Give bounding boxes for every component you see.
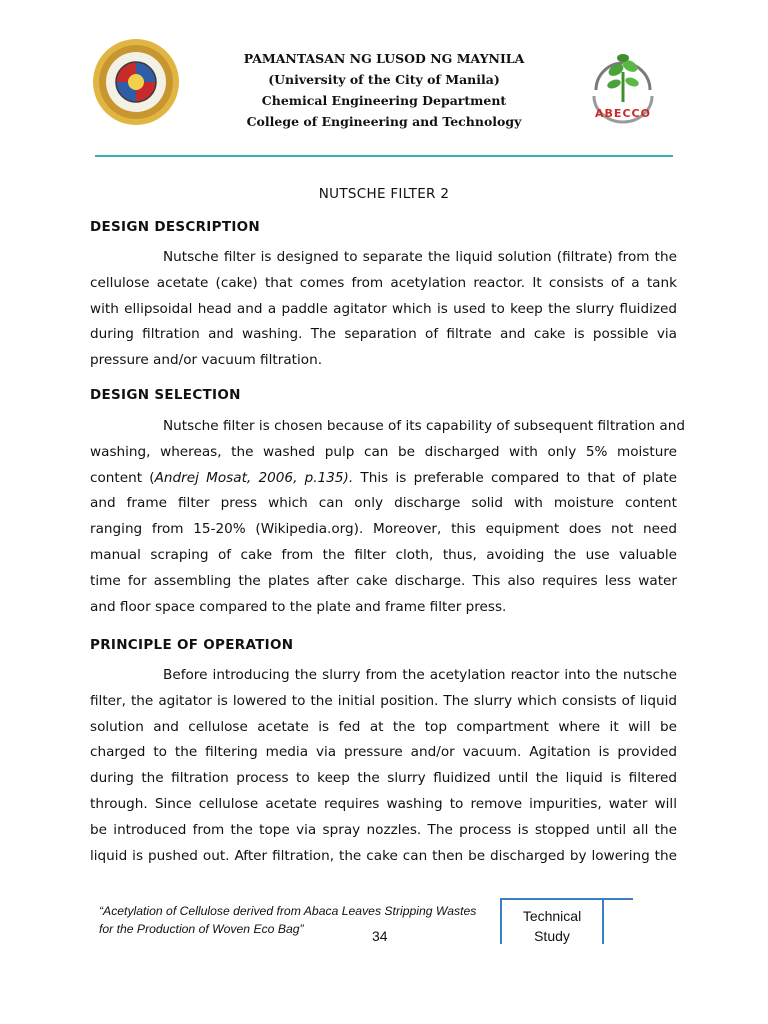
- document-title: NUTSCHE FILTER 2: [318, 186, 450, 202]
- principle-of-operation-paragraph: [90, 663, 677, 869]
- institution-header: [180, 48, 588, 132]
- footer-label-line: Technical: [522, 908, 582, 924]
- design-description-paragraph: [90, 245, 677, 374]
- paragraph-line: Nutsche filter is designed to separate the liquid solution (filtrate) from the: [163, 249, 677, 265]
- paragraph-line: and frame filter press which can only discharge solid with moisture content: [90, 495, 677, 512]
- paragraph-line: ranging from 15-20% (Wikipedia.org). Moreover, this equipment does not need: [90, 521, 677, 538]
- section-heading-design-selection: DESIGN SELECTION: [90, 387, 241, 403]
- footer-thesis-title-line: for the Production of Woven Eco Bag”: [99, 922, 304, 936]
- paragraph-line: washing, whereas, the washed pulp can be discharged with only 5% moisture: [90, 443, 677, 460]
- paragraph-line: Before introducing the slurry from the acetylation reactor into the nutsche: [163, 667, 677, 683]
- paragraph-line: during filtration and washing. The separation of filtrate and cake is possible via: [90, 326, 677, 343]
- footer-box-border: [602, 898, 604, 944]
- section-heading-design-description: DESIGN DESCRIPTION: [90, 219, 261, 235]
- header-university-name: PAMANTASAN NG LUSOD NG MAYNILA: [243, 51, 525, 66]
- paragraph-line: during the filtration process to keep the slurry fluidized until the liquid is filtered: [90, 770, 677, 787]
- paragraph-line: filter, the agitator is lowered to the initial position. The slurry which consists of liquid: [90, 692, 677, 709]
- paragraph-line: pressure and/or vacuum filtration.: [90, 352, 323, 369]
- abecco-logo-text: ABECCO: [595, 107, 651, 120]
- paragraph-line: [90, 466, 677, 492]
- paragraph-line: liquid is pushed out. After filtration, the cake can then be discharged by lowering the: [90, 847, 677, 864]
- paragraph-line: charged to the filtering media via pressure and/or vacuum. Agitation is provided: [90, 744, 677, 761]
- footer-thesis-title-line: “Acetylation of Cellulose derived from Abaca Leaves Stripping Wastes: [99, 904, 477, 918]
- line-text: This is preferable compared to that of plate: [353, 469, 677, 486]
- header-divider: [95, 155, 673, 157]
- citation-reference: Andrej Mosat, 2006, p.135).: [154, 469, 354, 486]
- paragraph-line: be introduced from the tope via spray nozzles. The process is stopped until all the: [90, 821, 677, 838]
- footer-section-label: [504, 906, 600, 946]
- paragraph-line: manual scraping of cake from the filter cloth, thus, avoiding the use valuable: [90, 546, 677, 563]
- paragraph-line: time for assembling the plates after cake discharge. This also requires less water: [90, 572, 677, 589]
- line-text: content (: [90, 469, 155, 486]
- university-seal-logo: [92, 38, 180, 126]
- header-college: College of Engineering and Technology: [246, 114, 522, 129]
- paragraph-line: through. Since cellulose acetate requires washing to remove impurities, water will: [90, 795, 677, 812]
- footer-box-border: [500, 898, 502, 944]
- footer-thesis-title: [99, 902, 494, 938]
- footer-label-line: Study: [534, 928, 570, 944]
- header-university-english: (University of the City of Manila): [268, 72, 500, 87]
- paragraph-line: with ellipsoidal head and a paddle agitator which is used to keep the slurry fluidized: [90, 300, 677, 317]
- header-department: Chemical Engineering Department: [261, 93, 507, 108]
- section-heading-principle-of-operation: PRINCIPLE OF OPERATION: [90, 637, 294, 653]
- footer-box-border: [500, 898, 633, 900]
- paragraph-line: and floor space compared to the plate and frame filter press.: [90, 598, 507, 615]
- paragraph-line: Nutsche filter is chosen because of its capability of subsequent filtration and: [163, 418, 686, 434]
- page-number: 34: [372, 928, 388, 944]
- paragraph-line: solution and cellulose acetate is fed at the top compartment where it will be: [90, 718, 677, 735]
- paragraph-line: cellulose acetate (cake) that comes from acetylation reactor. It consists of a tank: [90, 274, 677, 291]
- design-selection-paragraph: [90, 414, 686, 620]
